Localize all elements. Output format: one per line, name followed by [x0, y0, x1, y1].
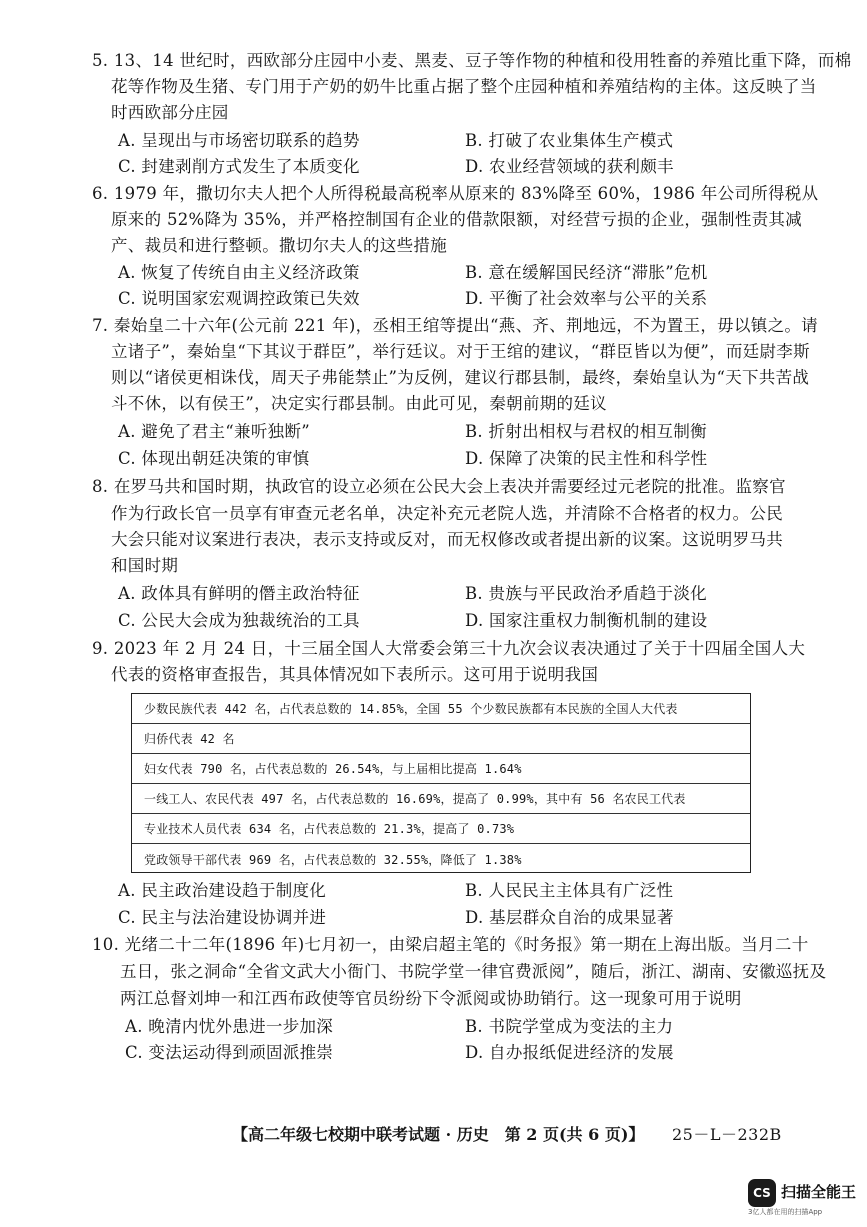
delegate-table: [131, 693, 751, 873]
question-text-line: 6. 1979 年，撒切尔夫人把个人所得税最高税率从原来的 83%降至 60%，1986 年公司所得税从: [92, 184, 819, 203]
option-d: D. 农业经营领域的获利颇丰: [465, 157, 674, 176]
question-text-line: 作为行政长官一员享有审查元老名单，决定补充元老院人选，并清除不合格者的权力。公民: [111, 504, 783, 523]
watermark-tagline: 3亿人都在用的扫描App: [748, 1208, 823, 1216]
question-text-line: 原来的 52%降为 35%，并严格控制国有企业的借款限额，对经营亏损的企业，强制性责其减: [111, 210, 803, 229]
option-d: D. 自办报纸促进经济的发展: [465, 1043, 674, 1062]
question-text-line: 大会只能对议案进行表决，表示支持或反对，而无权修改或者提出新的议案。这说明罗马共: [111, 530, 783, 549]
option-b: B. 贵族与平民政治矛盾趋于淡化: [465, 584, 707, 603]
question-text-line: 和国时期: [111, 556, 179, 575]
option-b: B. 人民民主主体具有广泛性: [465, 881, 674, 900]
table-row: 少数民族代表 442 名，占代表总数的 14.85%，全国 55 个少数民族都有本民族的全国人大代表: [132, 694, 750, 724]
option-c: C. 体现出朝廷决策的审慎: [118, 449, 310, 468]
option-d: D. 保障了决策的民主性和科学性: [465, 449, 708, 468]
question-text-line: 花等作物及生猪、专门用于产奶的奶牛比重占据了整个庄园种植和养殖结构的主体。这反映了当: [111, 77, 817, 96]
option-b: B. 意在缓解国民经济“滞胀”危机: [465, 263, 708, 282]
option-a: A. 恢复了传统自由主义经济政策: [118, 263, 360, 282]
option-d: D. 基层群众自治的成果显著: [465, 908, 674, 927]
question-text-line: 代表的资格审查报告，其具体情况如下表所示。这可用于说明我国: [111, 665, 599, 684]
footer-title: 【高二年级七校期中联考试题 · 历史 第 2 页(共 6 页)】: [232, 1125, 645, 1144]
option-b: B. 书院学堂成为变法的主力: [465, 1017, 674, 1036]
option-d: D. 国家注重权力制衡机制的建设: [465, 611, 708, 630]
question-text-line: 10. 光绪二十二年(1896 年)七月初一，由梁启超主笔的《时务报》第一期在上海出版。当月二十: [92, 935, 809, 954]
option-b: B. 打破了农业集体生产模式: [465, 131, 674, 150]
option-a: A. 晚清内忧外患进一步加深: [125, 1017, 334, 1036]
table-row: 一线工人、农民代表 497 名，占代表总数的 16.69%，提高了 0.99%，其中有 56 名农民工代表: [132, 784, 750, 814]
option-c: C. 公民大会成为独裁统治的工具: [118, 611, 360, 630]
table-row: 党政领导干部代表 969 名，占代表总数的 32.55%，降低了 1.38%: [144, 852, 522, 867]
question-text-line: 五日，张之洞命“全省文武大小衙门、书院学堂一律官费派阅”，随后，浙江、湖南、安徽巡抚及: [120, 962, 827, 981]
question-text-line: 5. 13、14 世纪时，西欧部分庄园中小麦、黑麦、豆子等作物的种植和役用牲畜的养殖比重下降，而棉: [92, 51, 852, 70]
watermark-name: 扫描全能王: [781, 1183, 857, 1201]
question-text-line: 8. 在罗马共和国时期，执政官的设立必须在公民大会上表决并需要经过元老院的批准。监察官: [92, 477, 786, 496]
question-text-line: 两江总督刘坤一和江西布政使等官员纷纷下令派阅或协助销行。这一现象可用于说明: [120, 989, 742, 1008]
option-c: C. 民主与法治建设协调并进: [118, 908, 327, 927]
page-footer: [0, 1122, 867, 1146]
question-text-line: 斗不休，以有侯王”，决定实行郡县制。由此可见，秦朝前期的廷议: [111, 394, 607, 413]
option-b: B. 折射出相权与君权的相互制衡: [465, 422, 707, 441]
option-a: A. 民主政治建设趋于制度化: [118, 881, 327, 900]
option-a: A. 政体具有鲜明的僭主政治特征: [118, 584, 360, 603]
question-text-line: 7. 秦始皇二十六年(公元前 221 年)，丞相王绾等提出“燕、齐、荆地远，不为置王，毋以镇之。请: [92, 316, 818, 335]
table-row: 归侨代表 42 名: [132, 724, 750, 754]
question-text-line: 9. 2023 年 2 月 24 日，十三届全国人大常委会第三十九次会议表决通过了关于十四届全国人大: [92, 639, 806, 658]
table-row: 专业技术人员代表 634 名，占代表总数的 21.3%，提高了 0.73%: [132, 814, 750, 844]
question-text-line: 时西欧部分庄园: [111, 103, 229, 122]
question-text-line: 产、裁员和进行整顿。撒切尔夫人的这些措施: [111, 236, 447, 255]
option-c: C. 说明国家宏观调控政策已失效: [118, 289, 360, 308]
table-row: 妇女代表 790 名，占代表总数的 26.54%，与上届相比提高 1.64%: [132, 754, 750, 784]
option-c: C. 封建剥削方式发生了本质变化: [118, 157, 360, 176]
option-c: C. 变法运动得到顽固派推崇: [125, 1043, 334, 1062]
footer-code: 25－L－232B: [672, 1125, 782, 1144]
question-text-line: 则以“诸侯更相诛伐，周天子弗能禁止”为反例，建议行郡县制，最终，秦始皇认为“天下共苦战: [111, 368, 810, 387]
option-d: D. 平衡了社会效率与公平的关系: [465, 289, 708, 308]
question-text-line: 立诸子”，秦始皇“下其议于群臣”，举行廷议。对于王绾的建议，“群臣皆以为便”，而廷尉李斯: [111, 342, 810, 361]
option-a: A. 呈现出与市场密切联系的趋势: [118, 131, 360, 150]
option-a: A. 避免了君主“兼听独断”: [118, 422, 310, 441]
scanner-watermark: [748, 1177, 858, 1217]
camscanner-logo-icon: CS: [748, 1179, 776, 1207]
